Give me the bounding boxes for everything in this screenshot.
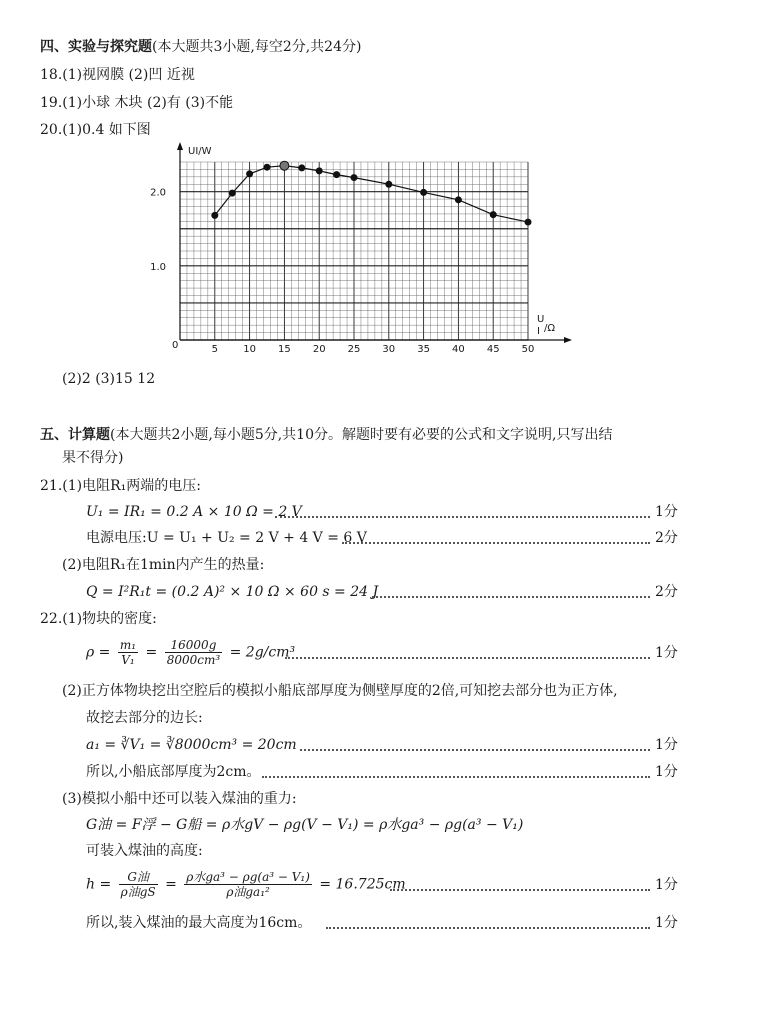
q22-density-frac1	[118, 638, 138, 667]
q22-height-frac2-num: ρ水ga³ − ρg(a³ − V₁)	[186, 870, 310, 884]
chart-series	[212, 161, 531, 225]
y-tick-label: 1.0	[150, 261, 166, 273]
data-point	[299, 165, 305, 171]
q22-density-score: 1分	[655, 645, 678, 661]
q20-answer: 20.(1)0.4 如下图	[40, 122, 151, 138]
section5-heading	[40, 425, 612, 445]
origin-label: 0	[172, 340, 179, 351]
data-point	[421, 189, 427, 195]
q22-density-frac2-num: 16000g	[165, 638, 222, 653]
q22-part3-conc-leader	[326, 927, 650, 929]
series-line	[215, 166, 528, 222]
q18-answer: 18.(1)视网膜 (2)凹 近视	[40, 67, 195, 83]
data-point	[334, 172, 340, 178]
q21-eq2-leader	[342, 542, 650, 544]
q22-height-lhs: h =	[86, 876, 112, 893]
data-point-peak	[280, 161, 289, 170]
x-axis-label-bottom: I	[537, 326, 540, 337]
q21-part2-leader	[372, 596, 650, 598]
q21-part2-score: 2分	[655, 584, 678, 600]
x-axis-label-unit: /Ω	[544, 323, 556, 334]
x-tick-label: 25	[347, 344, 361, 355]
q21-part2-eq: Q = I²R₁t = (0.2 A)² × 10 Ω × 60 s = 24 J	[86, 584, 379, 600]
data-point	[229, 190, 235, 196]
x-tick-label: 5	[211, 344, 218, 355]
q22-density-result: = 2g/cm³	[229, 644, 296, 661]
q22-density-frac1-num: m₁	[119, 638, 137, 652]
q22-part2-conclusion: 所以,小船底部厚度为2cm。	[86, 764, 261, 780]
q22-density-frac2-den: 8000cm³	[166, 653, 221, 667]
q21-eq1-leader	[275, 516, 650, 518]
q21-eq1: U₁ = IR₁ = 0.2 A × 10 Ω = 2 V	[86, 504, 302, 520]
q22-part2-text2: 故挖去部分的边长:	[86, 710, 203, 726]
y-tick-label: 2.0	[150, 187, 166, 199]
data-point	[212, 212, 218, 218]
q21-eq1-score: 1分	[655, 504, 678, 520]
q21-eq2: 电源电压:U = U₁ + U₂ = 2 V + 4 V = 6 V	[86, 530, 367, 546]
q22-part2-conc-leader	[262, 776, 650, 778]
q22-part3-head: (3)模拟小船中还可以装入煤油的重力:	[62, 791, 297, 807]
data-point	[351, 175, 357, 181]
q21-eq2-score: 2分	[655, 530, 678, 546]
data-point	[525, 219, 531, 225]
x-tick-label: 15	[278, 344, 291, 355]
q22-density-leader	[285, 657, 650, 659]
section5-title: 五、计算题	[40, 427, 110, 443]
q22-height-frac2	[184, 870, 312, 899]
q22-edge-leader	[300, 749, 650, 751]
chart-grid	[180, 162, 528, 340]
q22-part3-conclusion: 所以,装入煤油的最大高度为16cm。	[86, 915, 312, 931]
x-tick-label: 10	[243, 344, 256, 355]
q22-part3-text: 可装入煤油的高度:	[86, 843, 203, 859]
q22-density-frac1-den: V₁	[121, 653, 135, 667]
x-tick-label: 35	[417, 344, 430, 355]
q22-part3-conc-score: 1分	[655, 915, 678, 931]
section5-note-cont: 果不得分)	[62, 450, 124, 466]
q22-density-lhs: ρ =	[86, 644, 111, 661]
q22-density-eq-sign: =	[145, 644, 158, 661]
x-tick-label: 30	[382, 344, 396, 355]
q22-part1-head: 22.(1)物块的密度:	[40, 611, 157, 627]
q22-height-frac2-den: ρ油ga₁²	[226, 885, 270, 899]
q22-height-score: 1分	[655, 877, 678, 893]
section4-title: 四、实验与探究题	[40, 39, 152, 55]
q22-height-leader	[390, 889, 650, 891]
x-axis-arrow	[564, 337, 572, 343]
x-axis-label-top: U	[537, 314, 545, 325]
q22-part2-conc-score: 1分	[655, 764, 678, 780]
q22-oil-weight-eq: G油 = F浮 − G船 = ρ水gV − ρg(V − V₁) = ρ水ga³ − ρg(a³ − V₁)	[86, 817, 524, 833]
q21-part1-head: 21.(1)电阻R₁两端的电压:	[40, 478, 201, 494]
x-tick-label: 20	[312, 344, 326, 355]
q22-height-eq	[86, 870, 406, 899]
q22-height-frac1-den: ρ油gS	[120, 885, 156, 899]
q22-height-result: = 16.725cm	[319, 876, 406, 893]
x-tick-label: 45	[486, 344, 500, 355]
data-point	[264, 164, 270, 170]
section4-note: (本大题共3小题,每空2分,共24分)	[152, 39, 362, 55]
power-resistance-chart	[150, 140, 580, 355]
y-axis-label: UI/W	[188, 146, 212, 157]
q22-height-eq-sign: =	[165, 876, 177, 893]
q19-answer: 19.(1)小球 木块 (2)有 (3)不能	[40, 95, 234, 111]
data-point	[490, 212, 496, 218]
data-point	[247, 171, 253, 177]
data-point	[386, 181, 392, 187]
x-tick-label: 50	[521, 344, 535, 355]
q22-edge-eq: a₁ = ∛V₁ = ∛8000cm³ = 20cm	[86, 737, 297, 753]
q20-tail-answer: (2)2 (3)15 12	[62, 371, 156, 387]
x-tick-label: 40	[452, 344, 465, 355]
y-axis-arrow	[177, 142, 183, 150]
section5-note: (本大题共2小题,每小题5分,共10分。解题时要有必要的公式和文字说明,只写出结	[110, 427, 613, 443]
section4-heading	[40, 37, 361, 57]
q22-height-frac1-num: G油	[119, 870, 158, 885]
data-point	[455, 197, 461, 203]
q22-height-frac1	[119, 870, 158, 899]
q22-density-eq	[86, 638, 295, 667]
q22-part2-text1: (2)正方体物块挖出空腔后的模拟小船底部厚度为侧壁厚度的2倍,可知挖去部分也为正方体,	[62, 683, 618, 699]
q22-edge-score: 1分	[655, 737, 678, 753]
data-point	[316, 168, 322, 174]
q22-density-frac2	[165, 638, 222, 667]
q21-part2-head: (2)电阻R₁在1min内产生的热量:	[62, 557, 265, 573]
